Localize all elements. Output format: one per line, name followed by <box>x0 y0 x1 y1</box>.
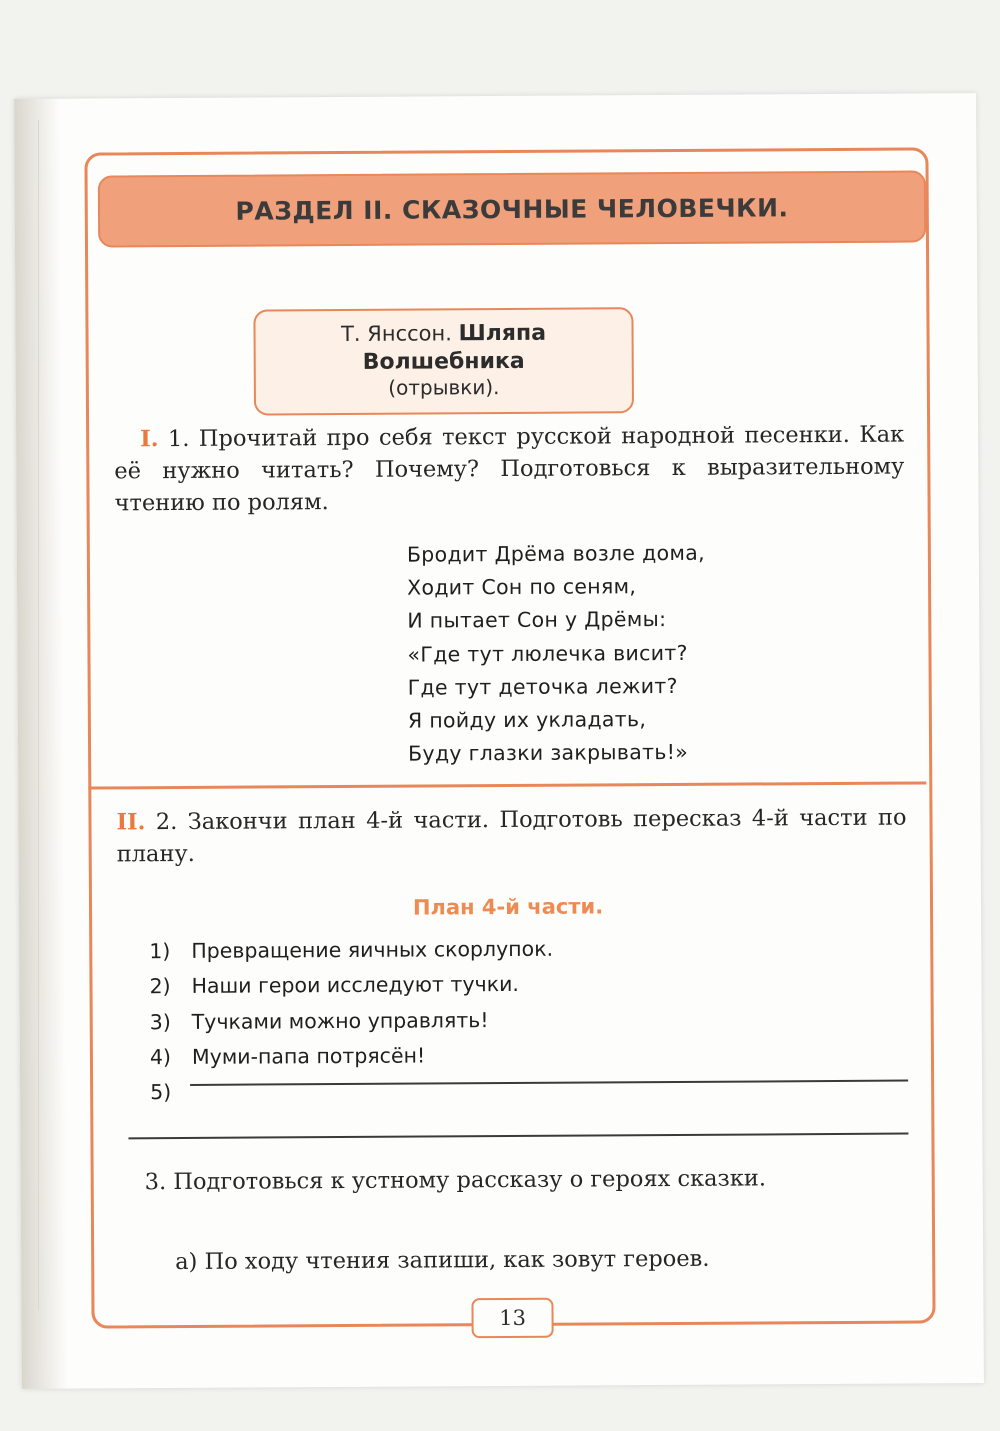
work-author: Т. Янссон. <box>340 321 452 347</box>
list-item <box>149 930 909 970</box>
page-content <box>84 147 929 1331</box>
task-1-text: Прочитай про себя текст русской народной песенки. Как её нужно читать? Почему? Подготовься к выразительному чтению по ролям. <box>114 421 905 517</box>
list-item-number: 2) <box>149 974 171 999</box>
task-2-number: 2. <box>155 809 178 836</box>
list-item-number: 1) <box>149 939 171 964</box>
task-1-roman: I. <box>140 426 159 453</box>
list-item-number: 3) <box>149 1009 171 1034</box>
poem-line: «Где тут люлечка висит? <box>407 640 688 667</box>
list-item-number: 4) <box>149 1044 172 1069</box>
list-item <box>150 1035 910 1075</box>
poem-line: И пытает Сон у Дрёмы: <box>407 607 667 634</box>
task-3a-letter: а) <box>175 1248 198 1276</box>
task-1-number: 1. <box>167 425 190 453</box>
poem-line: Я пойду их укладать, <box>407 707 647 733</box>
book-spine-line <box>38 120 39 1311</box>
task-2-roman: II. <box>116 809 146 836</box>
task-3-text: Подготовься к устному рассказу о героях сказки. <box>173 1165 767 1196</box>
task-2-text: Закончи план 4-й части. Подготовь пересказ 4-й части по плану. <box>116 804 907 868</box>
section-divider <box>88 781 926 789</box>
list-item-text: Наши герои исследуют тучки. <box>191 972 519 999</box>
poem-line: Где тут деточка лежит? <box>407 673 678 700</box>
list-item <box>149 965 909 1005</box>
task-3 <box>119 1163 909 1200</box>
task-3a-text: По ходу чтения запиши, как зовут героев. <box>204 1245 710 1275</box>
poem <box>407 537 706 771</box>
work-subtitle: (отрывки). <box>388 375 500 400</box>
work-title-line <box>269 319 617 376</box>
task-1 <box>114 420 905 521</box>
page-number-label: 13 <box>499 1305 526 1331</box>
task-3a <box>119 1243 909 1280</box>
list-item-text: Тучками можно управлять! <box>191 1007 489 1034</box>
list-item <box>150 1071 910 1111</box>
poem-line: Буду глазки закрывать!» <box>408 740 689 766</box>
answer-blank-line-2[interactable] <box>128 1133 908 1140</box>
plan-heading: План 4-й части. <box>412 894 604 920</box>
work-title-bubble <box>253 307 634 415</box>
poem-line: Ходит Сон по сеням, <box>407 574 637 600</box>
list-item-number: 5) <box>150 1080 172 1105</box>
page-number <box>471 1298 553 1339</box>
task-3-number: 3. <box>144 1169 167 1196</box>
section-banner-title: РАЗДЕЛ II. СКАЗОЧНЫЕ ЧЕЛОВЕЧКИ. <box>235 192 789 226</box>
list-item-text: Муми-папа потрясён! <box>191 1043 426 1069</box>
work-title: Шляпа Волшебника <box>362 320 547 375</box>
task-2 <box>116 803 906 872</box>
list-item-text: Превращение яичных скорлупок. <box>191 936 554 963</box>
poem-line: Бродит Дрёма возле дома, <box>406 540 705 567</box>
list-item <box>150 1000 910 1040</box>
